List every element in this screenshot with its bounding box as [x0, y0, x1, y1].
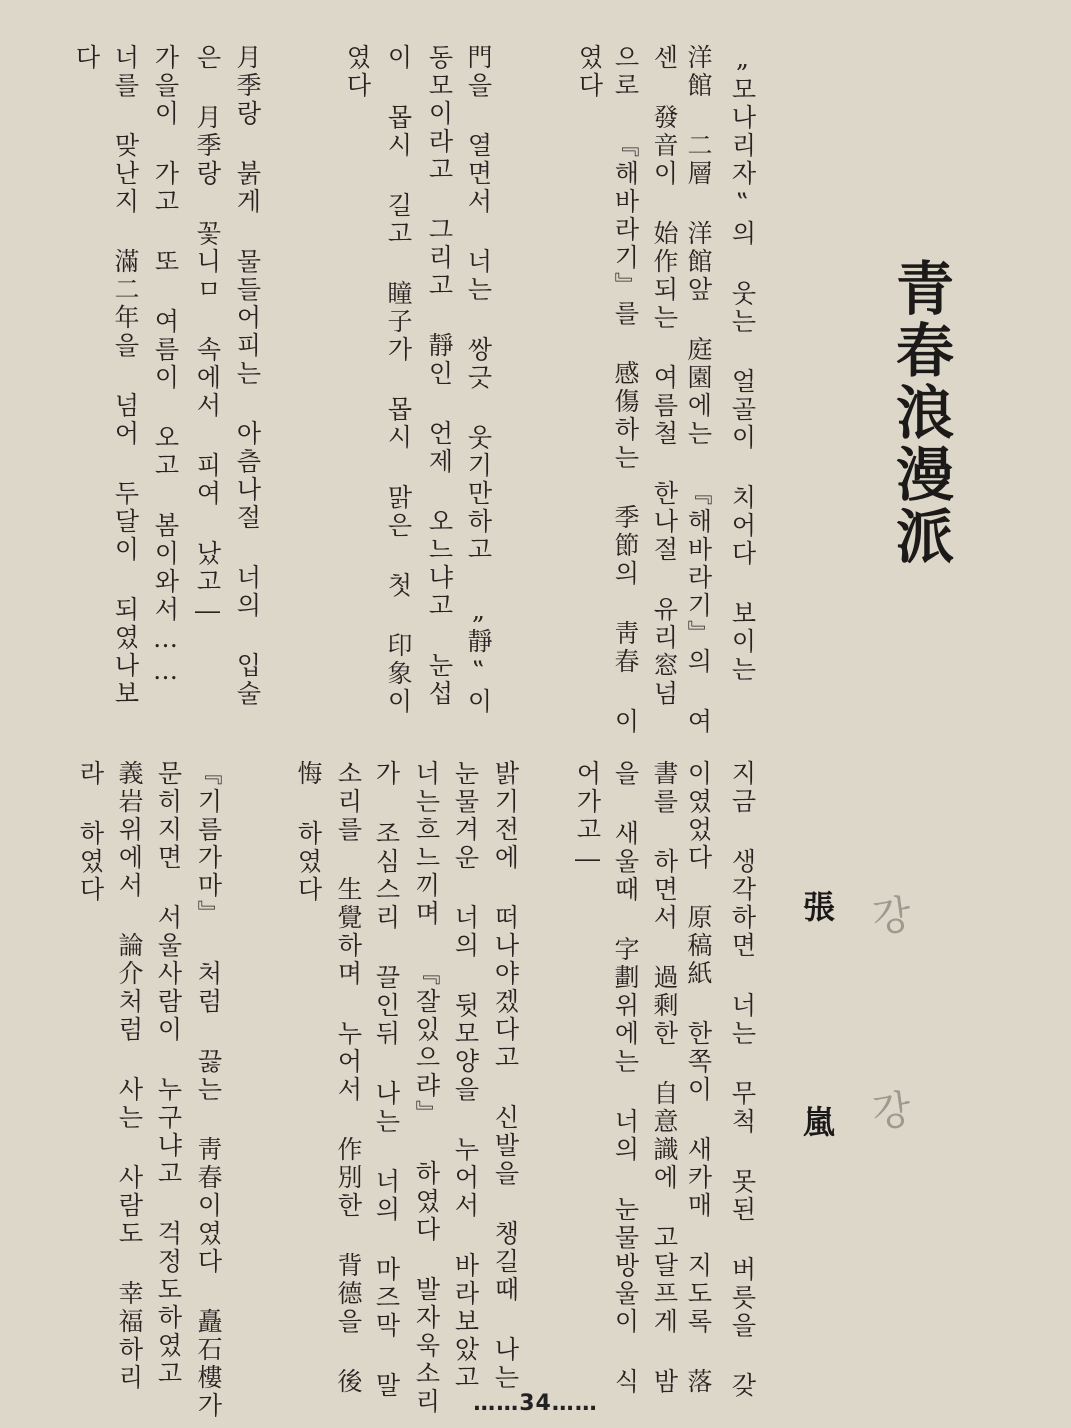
- lower-column: 눈물겨운 너의 뒷모양을 누어서 바라보았고: [451, 760, 480, 1392]
- pencil-annotation: 강: [869, 1086, 915, 1138]
- upper-column: 은 月季랑 꽃니ㅁ 속에서 피여 났고―: [193, 44, 222, 628]
- lower-column: 문히지면 서울사람이 누구냐고 걱정도하였고: [154, 760, 183, 1388]
- upper-column: 月季랑 붉게 물들어피는 아츰나절 너의 입술: [233, 44, 262, 708]
- pencil-annotation: 강: [869, 891, 915, 943]
- upper-column: 洋館 二層 洋館앞 庭園에는 『해바라기』의 여: [684, 44, 713, 736]
- lower-column: 소리를 生覺하며 누어서 作別한 背德을 後: [334, 760, 363, 1396]
- lower-column: 어가고―: [573, 760, 602, 876]
- upper-column: „모나리자‟의 웃는 얼골이 치어다 보이는: [728, 44, 757, 684]
- poem-title: 青春浪漫派: [886, 258, 954, 568]
- lower-column: 너는흐느끼며 『잘있으랴』 하였다 발자욱소리: [412, 760, 441, 1416]
- lower-column: 지금 생각하면 너는 무척 못된 버릇을 갖: [728, 760, 757, 1400]
- lower-column: 『기름가마』 처럼 끓는 靑春이였다 矗石樓가: [194, 760, 223, 1420]
- lower-column: 을 새울때 字劃위에는 너의 눈물방울이 식: [611, 760, 640, 1396]
- author-surname: 張: [798, 890, 836, 922]
- upper-column: 으로 『해바라기』를 感傷하는 季節의 靑春 이: [611, 44, 640, 736]
- lower-column: 悔 하였다: [294, 760, 323, 904]
- upper-column: 이 몹시 길고 瞳子가 몹시 맑은 첫 印象이: [384, 44, 413, 716]
- lower-column: 書를 하면서 過剩한 自意識에 고달프게 밤: [650, 760, 679, 1396]
- lower-column: 라 하였다: [76, 760, 105, 904]
- page-number: ……34……: [473, 1391, 598, 1416]
- upper-column: 다: [72, 44, 101, 72]
- lower-column: 이였었다 原稿紙 한쪽이 새카매 지도록 落: [684, 760, 713, 1396]
- lower-column: 밝기전에 떠나야겠다고 신발을 챙길때 나는: [491, 760, 520, 1392]
- author-given-name: 嵐: [798, 1105, 836, 1137]
- upper-column: 가을이 가고 또 여름이 오고 봄이와서……: [151, 44, 180, 688]
- upper-column: 너를 맞난지 滿二年을 넘어 두달이 되였나보: [111, 44, 140, 708]
- upper-column: 였다: [343, 44, 372, 100]
- upper-column: 센 發音이 始作되는 여름철 한나절 유리窓넘: [650, 44, 679, 708]
- upper-column: 였다: [575, 44, 604, 100]
- upper-column: 門을 열면서 너는 쌍긋 웃기만하고 „靜‟이: [464, 44, 493, 716]
- lower-column: 가 조심스리 끌인뒤 나는 너의 마즈막 말: [372, 760, 401, 1400]
- upper-column: 동모이라고 그리고 靜인 언제 오느냐고 눈섭: [425, 44, 454, 708]
- lower-column: 義岩위에서 論介처럼 사는 사람도 幸福하리: [115, 760, 144, 1392]
